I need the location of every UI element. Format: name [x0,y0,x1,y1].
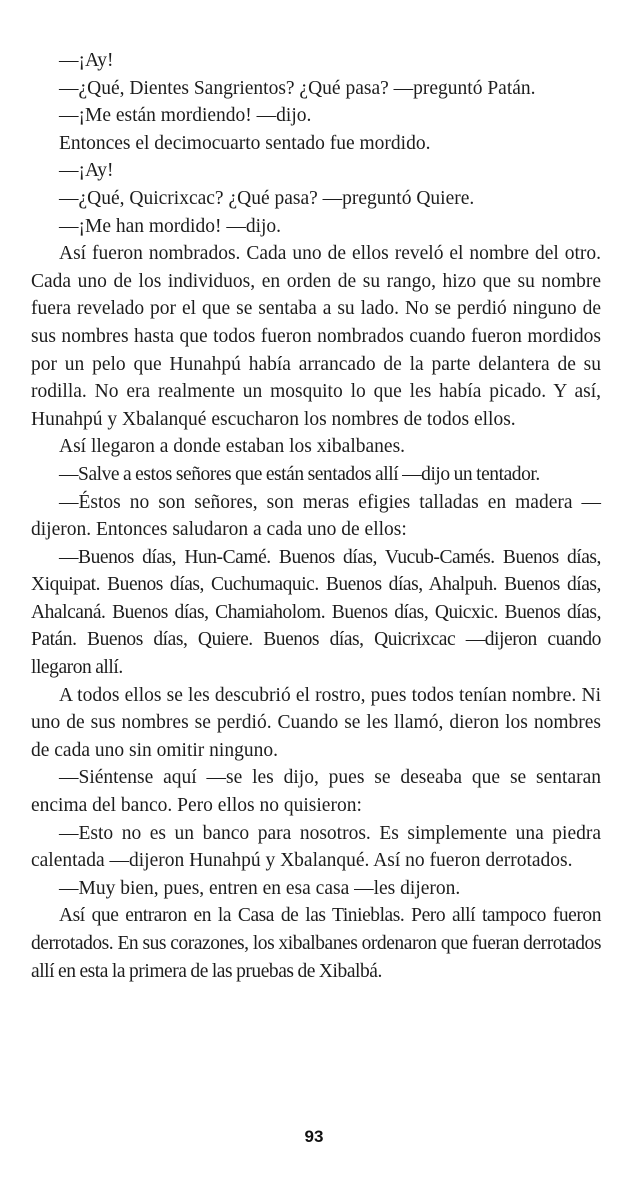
paragraph: A todos ellos se les descubrió el rostro, pues todos tenían nombre. Ni uno de sus nombres se perdió. Cuando se les llamó, dieron los nombres de cada uno sin omitir ninguno. [31,684,601,761]
paragraph: —¡Me han mordido! —dijo. [59,215,282,237]
paragraph: —¡Ay! [59,160,114,182]
paragraph: Así que entraron en la Casa de las Tinieblas. Pero allí tampoco fueron derrotados. En sus corazones, los xibalbanes ordenaron que fueran derrotados allí en esta la primera de las pruebas de Xibalbá. [31,905,601,982]
paragraph: Así fueron nombrados. Cada uno de ellos reveló el nombre del otro. Cada uno de los individuos, en orden de su rango, hizo que su nombre fuera revelado por el que se sentaba a su lado. No se perdió ninguno de sus nombres hasta que todos fueron nombrados cuando fueron mordidos por un pelo que Hunahpú había arrancado de la parte delantera de su rodilla. No era realmente un mosquito lo que les había picado. Y así, Hunahpú y Xbalanqué escucharon los nombres de todos ellos. [31,243,601,430]
page-body [31,47,601,985]
paragraph: —¡Ay! [59,50,114,71]
page-number: 93 [304,1127,324,1146]
paragraph: —Muy bien, pues, entren en esa casa —les dijeron. [59,877,461,899]
paragraph: —Buenos días, Hun-Camé. Buenos días, Vucub-Camés. Buenos días, Xiquipat. Buenos días, Cuchumaquic. Buenos días, Ahalpuh. Buenos días, Ahalcaná. Buenos días, Chamiaholom. Buenos días, Quicxic. Buenos días, Patán. Buenos días, Quiere. Buenos días, Quicrixcac —dijeron cuando llegaron allí. [31,546,601,679]
paragraph: —Salve a estos señores que están sentados allí —dijo un tentador. [59,463,540,485]
paragraph: —¿Qué, Quicrixcac? ¿Qué pasa? —preguntó Quiere. [59,187,475,209]
paragraph: —Esto no es un banco para nosotros. Es simplemente una piedra calentada —dijeron Hunahpú y Xbalanqué. Así no fueron derrotados. [31,822,601,872]
paragraph: Así llegaron a donde estaban los xibalbanes. [59,436,406,458]
paragraph: Entonces el decimocuarto sentado fue mordido. [59,132,431,154]
paragraph: —Éstos no son señores, son meras efigies talladas en madera —dijeron. Entonces saludaron a cada uno de ellos: [31,491,601,541]
paragraph: —Siéntense aquí —se les dijo, pues se deseaba que se sentaran encima del banco. Pero ellos no quisieron: [31,767,601,817]
paragraph: —¿Qué, Dientes Sangrientos? ¿Qué pasa? —preguntó Patán. [59,77,536,99]
paragraph: —¡Me están mordiendo! —dijo. [59,105,312,127]
